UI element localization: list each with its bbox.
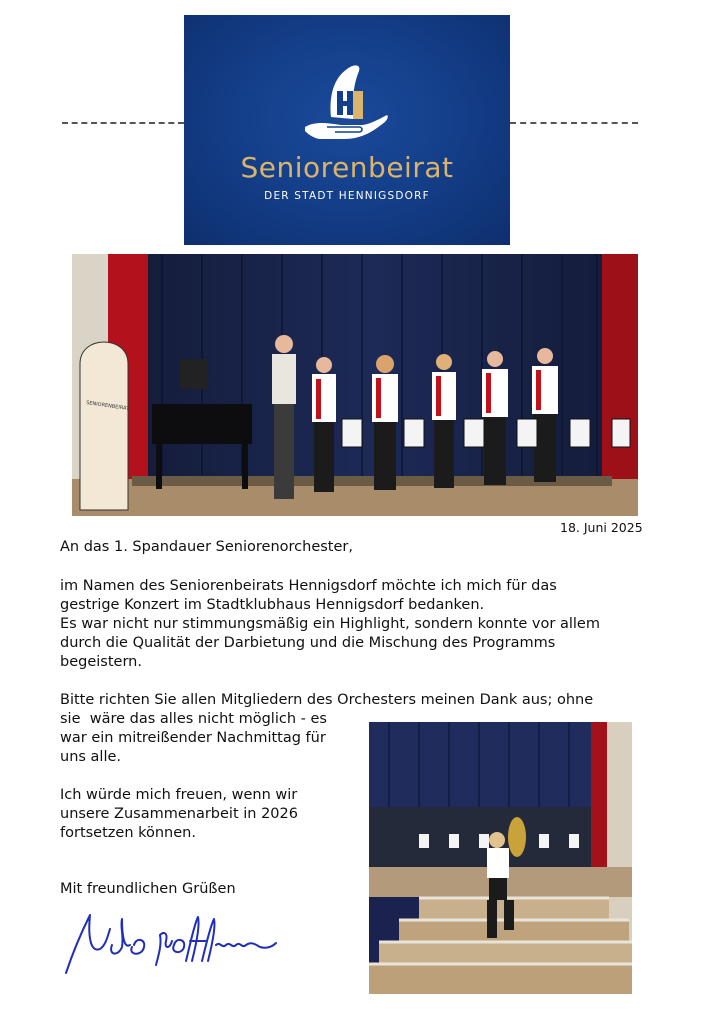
paragraph2-line: sie wäre das alles nicht möglich - es	[60, 711, 327, 727]
paragraph2-line: Bitte richten Sie allen Mitgliedern des Orchesters meinen Dank aus; ohne	[60, 692, 594, 708]
svg-text:SENIORENBEIRAT: SENIORENBEIRAT	[85, 400, 130, 413]
paragraph3-line: Ich würde mich freuen, wenn wir	[60, 787, 298, 803]
hand-house-logo-icon	[301, 57, 391, 149]
seniorenbeirat-logo	[184, 15, 510, 245]
paragraph1-line: gestrige Konzert im Stadtklubhaus Hennigsdorf bedanken.	[60, 597, 485, 613]
paragraph2-line: uns alle.	[60, 749, 122, 765]
handwritten-signature	[60, 905, 280, 985]
header-divider-left	[62, 122, 184, 124]
paragraph1-line: durch die Qualität der Darbietung und die Mischung des Programms	[60, 635, 556, 651]
paragraph2-line: war ein mitreißender Nachmittag für	[60, 730, 326, 746]
soloist-stage-photo	[369, 722, 632, 994]
salutation: An das 1. Spandauer Seniorenorchester,	[60, 539, 353, 555]
letter-date: 18. Juni 2025	[560, 520, 643, 535]
paragraph3-line: fortsetzen können.	[60, 825, 196, 841]
paragraph3-line: unsere Zusammenarbeit in 2026	[60, 806, 298, 822]
paragraph1-line: begeistern.	[60, 654, 142, 670]
closing: Mit freundlichen Grüßen	[60, 881, 236, 897]
logo-subtitle: DER STADT HENNIGSDORF	[264, 190, 430, 202]
header-divider-right	[510, 122, 638, 124]
logo-name: Seniorenbeirat	[240, 151, 454, 184]
orchestra-stage-photo	[72, 254, 638, 516]
paragraph1-line: Es war nicht nur stimmungsmäßig ein Highlight, sondern konnte vor allem	[60, 616, 600, 632]
paragraph1-line: im Namen des Seniorenbeirats Hennigsdorf möchte ich mich für das	[60, 578, 557, 594]
